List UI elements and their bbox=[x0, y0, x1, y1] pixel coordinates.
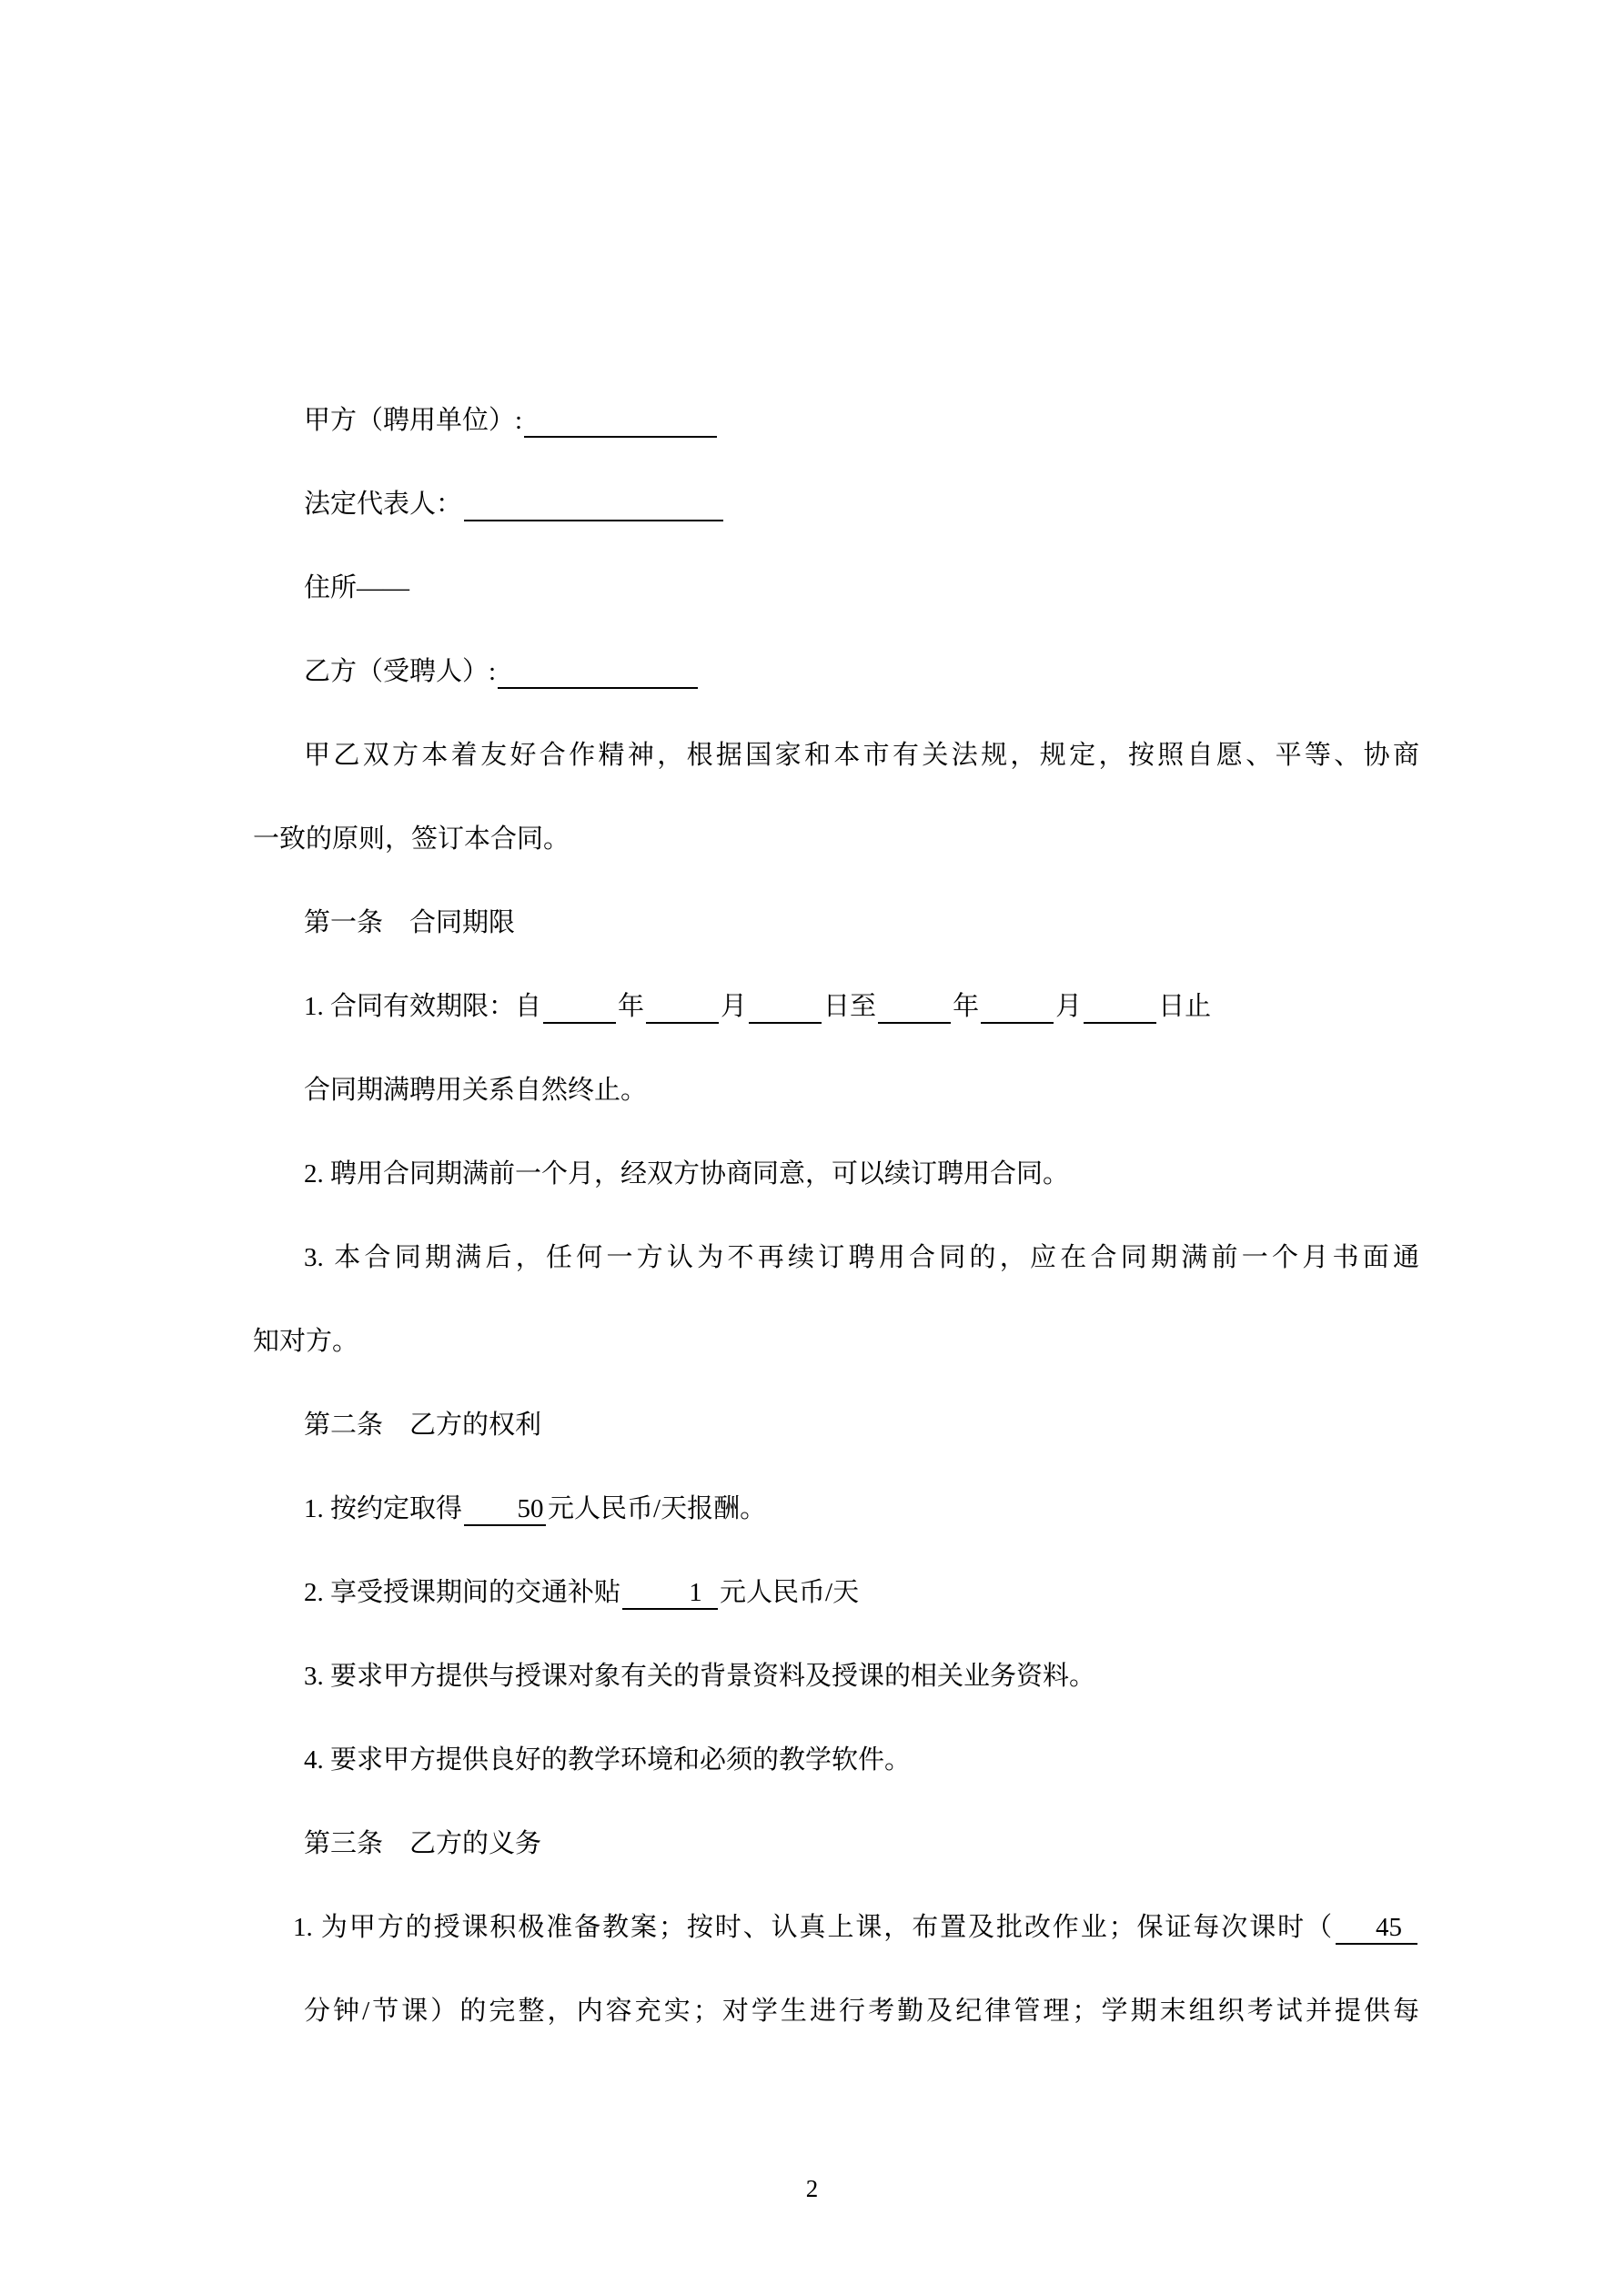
article2-item1-line bbox=[253, 1467, 1419, 1551]
article1-item3-text-1: 3. 本合同期满后，任何一方认为不再续订聘用合同的，应在合同期满前一个月书面通 bbox=[304, 1243, 1419, 1272]
transport-allowance-blank: 1 bbox=[622, 1578, 718, 1610]
legal-rep-label: 法定代表人： bbox=[304, 490, 463, 519]
article2-item2-post: 元人民币/天 bbox=[720, 1578, 860, 1607]
article3-heading-text: 第三条 乙方的义务 bbox=[304, 1829, 542, 1858]
article2-item2-pre: 2. 享受授课期间的交通补贴 bbox=[304, 1578, 621, 1607]
article3-heading bbox=[253, 1802, 1419, 1886]
article1-item1-note-text: 合同期满聘用关系自然终止。 bbox=[304, 1076, 648, 1105]
page-number: 2 bbox=[805, 2175, 819, 2202]
party-b-line bbox=[253, 630, 1419, 713]
article1-item2-line bbox=[253, 1132, 1419, 1216]
article2-item3-line bbox=[253, 1634, 1419, 1718]
article3-item1-pre: 1. 为甲方的授课积极准备教案；按时、认真上课，布置及批改作业；保证每次课时（ bbox=[293, 1913, 1334, 1942]
article1-heading bbox=[253, 881, 1419, 965]
article1-item2-text: 2. 聘用合同期满前一个月，经双方协商同意，可以续订聘用合同。 bbox=[304, 1159, 1070, 1188]
class-minutes-blank: 45 bbox=[1336, 1913, 1417, 1945]
article1-item3-line-1 bbox=[253, 1216, 1419, 1300]
day2-blank bbox=[1084, 992, 1156, 1024]
preamble-line-2 bbox=[253, 797, 1419, 881]
article1-item1-line bbox=[253, 965, 1419, 1048]
month2-blank bbox=[981, 992, 1054, 1024]
article1-item3-line-2 bbox=[253, 1300, 1419, 1383]
article2-heading bbox=[253, 1383, 1419, 1467]
month1-blank bbox=[646, 992, 719, 1024]
year2-label: 年 bbox=[953, 992, 980, 1021]
article2-heading-text: 第二条 乙方的权利 bbox=[304, 1411, 542, 1440]
article1-item1-lead: 1. 合同有效期限：自 bbox=[304, 992, 542, 1021]
month1-label: 月 bbox=[721, 992, 748, 1021]
article2-item4-text: 4. 要求甲方提供良好的教学环境和必须的教学软件。 bbox=[304, 1745, 912, 1775]
party-a-line bbox=[253, 379, 1419, 462]
article1-heading-text: 第一条 合同期限 bbox=[304, 908, 516, 937]
month2-label: 月 bbox=[1055, 992, 1083, 1021]
party-a-label: 甲方（聘用单位）: bbox=[304, 406, 523, 435]
year1-label: 年 bbox=[618, 992, 645, 1021]
day-to-label: 日至 bbox=[823, 992, 877, 1021]
article3-item1-text-2: 分钟/节课）的完整，内容充实；对学生进行考勤及纪律管理；学期末组织考试并提供每 bbox=[304, 1997, 1419, 2026]
article1-item3-text-2: 知对方。 bbox=[253, 1327, 359, 1356]
article2-item1-pre: 1. 按约定取得 bbox=[304, 1494, 463, 1523]
year2-blank bbox=[878, 992, 951, 1024]
contract-body bbox=[253, 379, 1419, 2053]
article3-item1-line-1 bbox=[253, 1886, 1419, 1969]
preamble-text-1: 甲乙双方本着友好合作精神，根据国家和本市有关法规，规定，按照自愿、平等、协商 bbox=[304, 741, 1419, 770]
address-label: 住所—— bbox=[304, 573, 410, 602]
legal-rep-line bbox=[253, 462, 1419, 546]
address-line bbox=[253, 546, 1419, 630]
daily-pay-blank: 50 bbox=[464, 1494, 546, 1526]
preamble-line-1 bbox=[253, 713, 1419, 797]
preamble-text-2: 一致的原则，签订本合同。 bbox=[253, 824, 570, 854]
article2-item2-line bbox=[253, 1551, 1419, 1634]
legal-rep-blank bbox=[464, 490, 723, 521]
article2-item4-line bbox=[253, 1718, 1419, 1802]
page-footer bbox=[0, 2170, 1624, 2207]
article2-item1-post: 元人民币/天报酬。 bbox=[548, 1494, 767, 1523]
article1-item1-note bbox=[253, 1048, 1419, 1132]
day1-blank bbox=[749, 992, 822, 1024]
party-a-blank bbox=[524, 406, 717, 438]
day-end-label: 日止 bbox=[1158, 992, 1212, 1021]
article2-item3-text: 3. 要求甲方提供与授课对象有关的背景资料及授课的相关业务资料。 bbox=[304, 1662, 1096, 1691]
party-b-blank bbox=[498, 657, 698, 689]
article3-item1-line-2 bbox=[253, 1969, 1419, 2053]
party-b-label: 乙方（受聘人）: bbox=[304, 657, 497, 686]
year1-blank bbox=[543, 992, 616, 1024]
